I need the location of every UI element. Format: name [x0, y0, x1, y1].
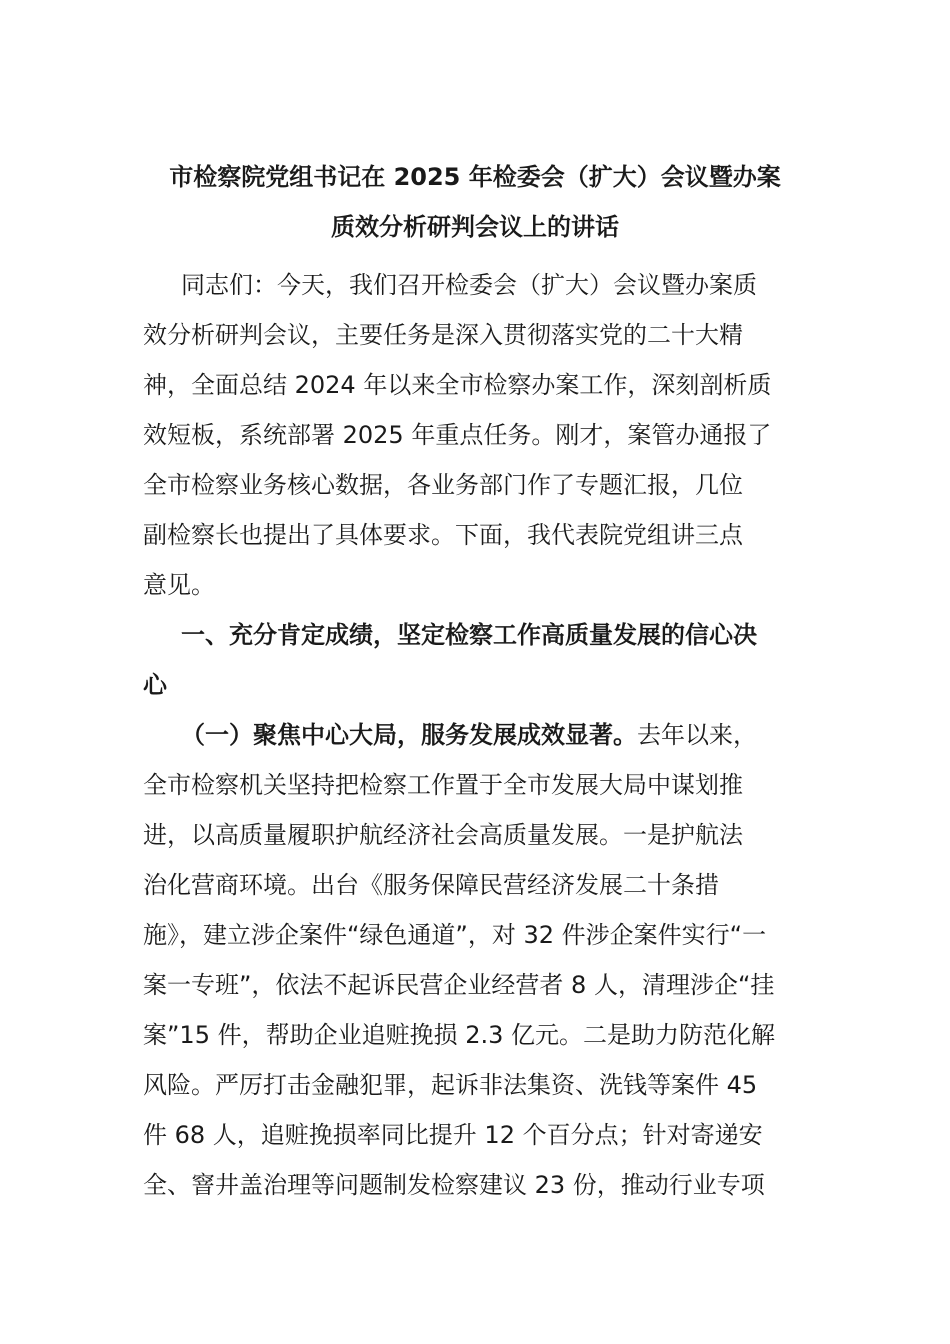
paragraph-line: 效短板，系统部署 2025 年重点任务。刚才，案管办通报了 — [143, 421, 772, 449]
section-heading-line: 心 — [143, 671, 167, 699]
paragraph-line: 全市检察业务核心数据，各业务部门作了专题汇报，几位 — [143, 471, 743, 499]
paragraph-line: 效分析研判会议，主要任务是深入贯彻落实党的二十大精 — [143, 321, 743, 349]
paragraph-line: 副检察长也提出了具体要求。下面，我代表院党组讲三点 — [143, 521, 743, 549]
paragraph-line: 案一专班”，依法不起诉民营企业经营者 8 人，清理涉企“挂 — [143, 971, 775, 999]
subheading-rest: 去年以来， — [637, 721, 757, 749]
document-title — [140, 152, 810, 252]
paragraph-line: 施》，建立涉企案件“绿色通道”，对 32 件涉企案件实行“一 — [143, 921, 767, 949]
section-heading-line: 一、充分肯定成绩，坚定检察工作高质量发展的信心决 — [181, 621, 757, 649]
paragraph-line: 件 68 人，追赃挽损率同比提升 12 个百分点；针对寄递安 — [143, 1121, 763, 1149]
title-line-1: 市检察院党组书记在 2025 年检委会（扩大）会议暨办案 — [169, 163, 781, 191]
document-body — [143, 260, 813, 1210]
paragraph-line: 神，全面总结 2024 年以来全市检察办案工作，深刻剖析质 — [143, 371, 772, 399]
paragraph-line: 案”15 件，帮助企业追赃挽损 2.3 亿元。二是助力防范化解 — [143, 1021, 776, 1049]
paragraph-line: 同志们：今天，我们召开检委会（扩大）会议暨办案质 — [181, 271, 757, 299]
paragraph-line: 进，以高质量履职护航经济社会高质量发展。一是护航法 — [143, 821, 743, 849]
paragraph-line: 风险。严厉打击金融犯罪，起诉非法集资、洗钱等案件 45 — [143, 1071, 758, 1099]
paragraph-line: 意见。 — [143, 571, 215, 599]
paragraph-line: 全、窨井盖治理等问题制发检察建议 23 份，推动行业专项 — [143, 1171, 765, 1199]
title-line-2: 质效分析研判会议上的讲话 — [331, 213, 619, 241]
paragraph-line: 治化营商环境。出台《服务保障民营经济发展二十条措 — [143, 871, 719, 899]
subheading: （一）聚焦中心大局，服务发展成效显著。 — [181, 721, 637, 749]
paragraph-line: 全市检察机关坚持把检察工作置于全市发展大局中谋划推 — [143, 771, 743, 799]
subheading-line — [143, 710, 813, 760]
